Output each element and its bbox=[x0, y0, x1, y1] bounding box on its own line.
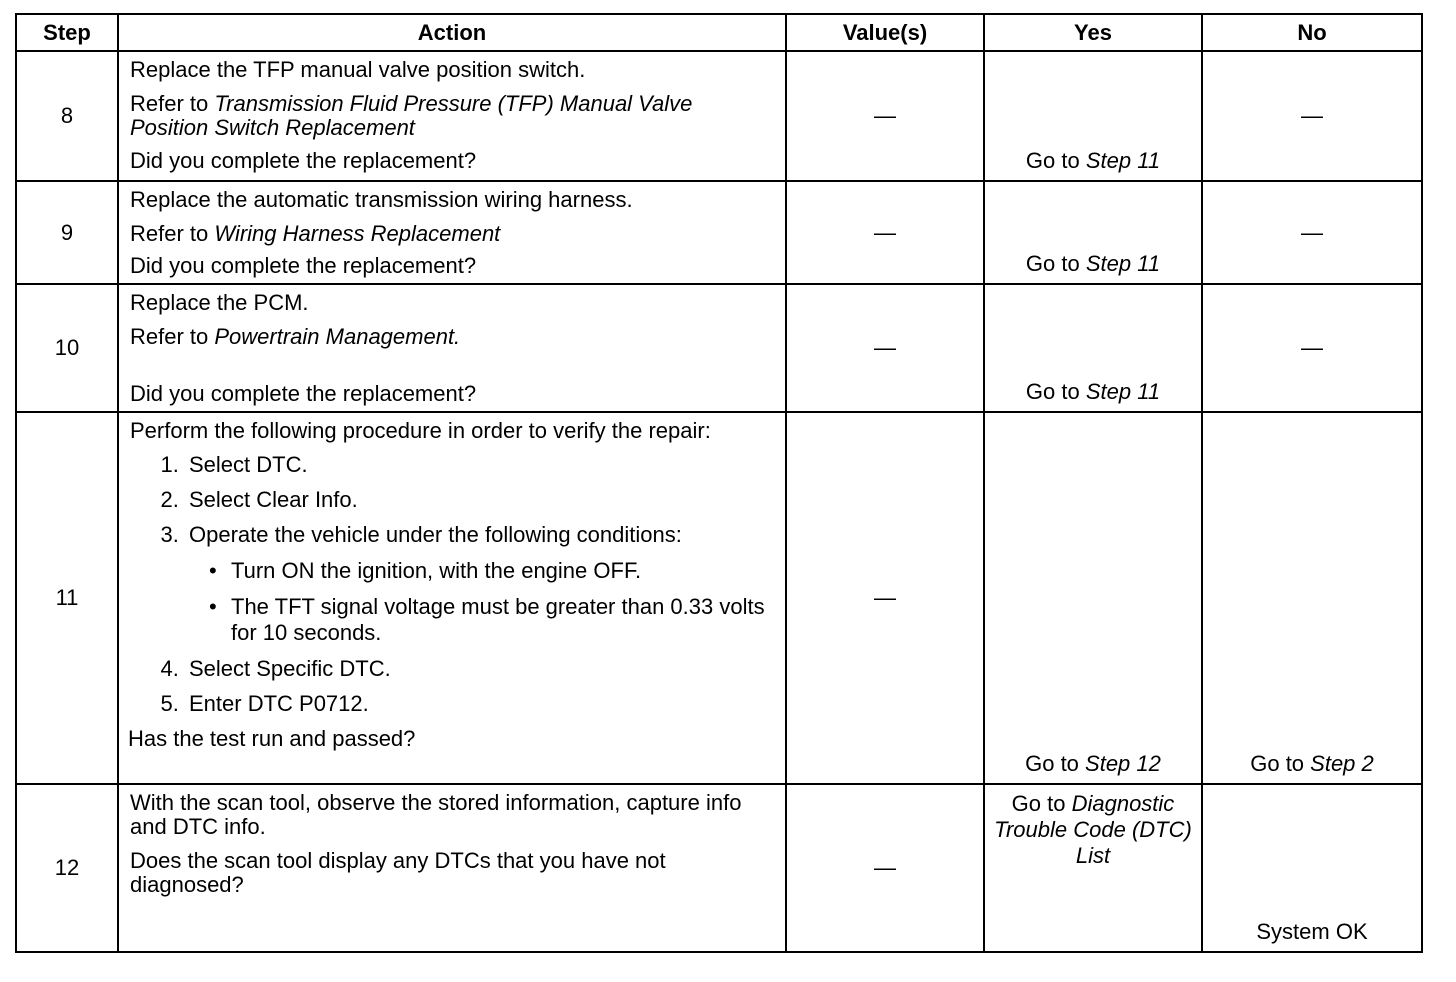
action-cell bbox=[118, 784, 786, 952]
condition-list bbox=[189, 558, 775, 646]
no-cell: — bbox=[1202, 51, 1422, 181]
value-cell: — bbox=[786, 284, 984, 412]
list-item: • The TFT signal voltage must be greater than 0.33 volts for 10 seconds. bbox=[225, 594, 775, 646]
no-cell: System OK bbox=[1202, 784, 1422, 952]
step-number: 10 bbox=[16, 284, 118, 412]
header-yes: Yes bbox=[984, 14, 1202, 51]
no-cell: — bbox=[1202, 284, 1422, 412]
yes-link[interactable]: Step 11 bbox=[1085, 251, 1161, 276]
list-item: • Turn ON the ignition, with the engine OFF. bbox=[225, 558, 775, 584]
value-cell: — bbox=[786, 784, 984, 952]
header-step: Step bbox=[16, 14, 118, 51]
step-number: 8 bbox=[16, 51, 118, 181]
list-item: 5. Enter DTC P0712. bbox=[185, 692, 775, 716]
action-text: Replace the automatic transmission wiring harness. bbox=[130, 187, 633, 212]
table-row-step-11 bbox=[16, 412, 1422, 784]
no-cell: — bbox=[1202, 181, 1422, 284]
table-row-step-8 bbox=[16, 51, 1422, 181]
yes-link[interactable]: Step 11 bbox=[1085, 379, 1161, 404]
action-text: Replace the TFP manual valve position switch. bbox=[130, 57, 586, 82]
reference-link[interactable]: Transmission Fluid Pressure (TFP) Manual Valve Position Switch Replacement bbox=[130, 91, 693, 140]
action-reference: Refer to Transmission Fluid Pressure (TFP) Manual Valve Position Switch Replacement bbox=[130, 91, 693, 140]
header-no: No bbox=[1202, 14, 1422, 51]
value-cell: — bbox=[786, 412, 984, 784]
no-cell: Go to Step 2 bbox=[1202, 412, 1422, 784]
action-text: Replace the PCM. bbox=[130, 290, 309, 315]
yes-cell: Go to Diagnostic Trouble Code (DTC) List bbox=[984, 784, 1202, 952]
action-question: Did you complete the replacement? bbox=[130, 148, 477, 173]
action-cell bbox=[118, 412, 786, 784]
action-text: Perform the following procedure in order to verify the repair: bbox=[130, 418, 711, 443]
reference-link[interactable]: Powertrain Management. bbox=[214, 324, 461, 349]
action-reference: Refer to Powertrain Management. bbox=[130, 324, 461, 349]
action-cell bbox=[118, 284, 786, 412]
step-number: 11 bbox=[16, 412, 118, 784]
header-values: Value(s) bbox=[786, 14, 984, 51]
yes-cell: Go to Step 11 bbox=[984, 284, 1202, 412]
value-cell: — bbox=[786, 51, 984, 181]
step-number: 9 bbox=[16, 181, 118, 284]
table-row-step-10 bbox=[16, 284, 1422, 412]
yes-link[interactable]: Step 12 bbox=[1085, 751, 1161, 776]
table-row-step-9 bbox=[16, 181, 1422, 284]
action-reference: Refer to Wiring Harness Replacement bbox=[130, 221, 501, 246]
yes-cell: Go to Step 11 bbox=[984, 51, 1202, 181]
diagnostic-table bbox=[15, 13, 1423, 953]
header-row bbox=[16, 14, 1422, 51]
action-cell bbox=[118, 51, 786, 181]
list-item: 1. Select DTC. bbox=[185, 453, 775, 477]
action-question: Did you complete the replacement? bbox=[130, 381, 477, 406]
no-link[interactable]: Step 2 bbox=[1310, 751, 1374, 776]
yes-cell: Go to Step 12 bbox=[984, 412, 1202, 784]
action-question: Has the test run and passed? bbox=[128, 726, 416, 751]
reference-link[interactable]: Wiring Harness Replacement bbox=[214, 221, 501, 246]
action-text: With the scan tool, observe the stored information, capture info and DTC info. bbox=[130, 790, 742, 839]
yes-link[interactable]: Diagnostic Trouble Code (DTC) List bbox=[994, 791, 1192, 868]
header-action: Action bbox=[118, 14, 786, 51]
list-item: 4. Select Specific DTC. bbox=[185, 657, 775, 681]
action-question: Does the scan tool display any DTCs that you have not diagnosed? bbox=[130, 848, 666, 897]
step-number: 12 bbox=[16, 784, 118, 952]
action-cell bbox=[118, 181, 786, 284]
list-item: 2. Select Clear Info. bbox=[185, 488, 775, 512]
table-row-step-12 bbox=[16, 784, 1422, 952]
procedure-list bbox=[130, 453, 775, 716]
list-item: 3. Operate the vehicle under the following conditions: • Turn ON the ignition, with the engine OFF. • The TFT signal voltage must be greater than 0.33 volts for 10 seconds. bbox=[185, 523, 775, 646]
value-cell: — bbox=[786, 181, 984, 284]
action-question: Did you complete the replacement? bbox=[130, 253, 477, 278]
yes-link[interactable]: Step 11 bbox=[1085, 148, 1161, 173]
yes-cell: Go to Step 11 bbox=[984, 181, 1202, 284]
